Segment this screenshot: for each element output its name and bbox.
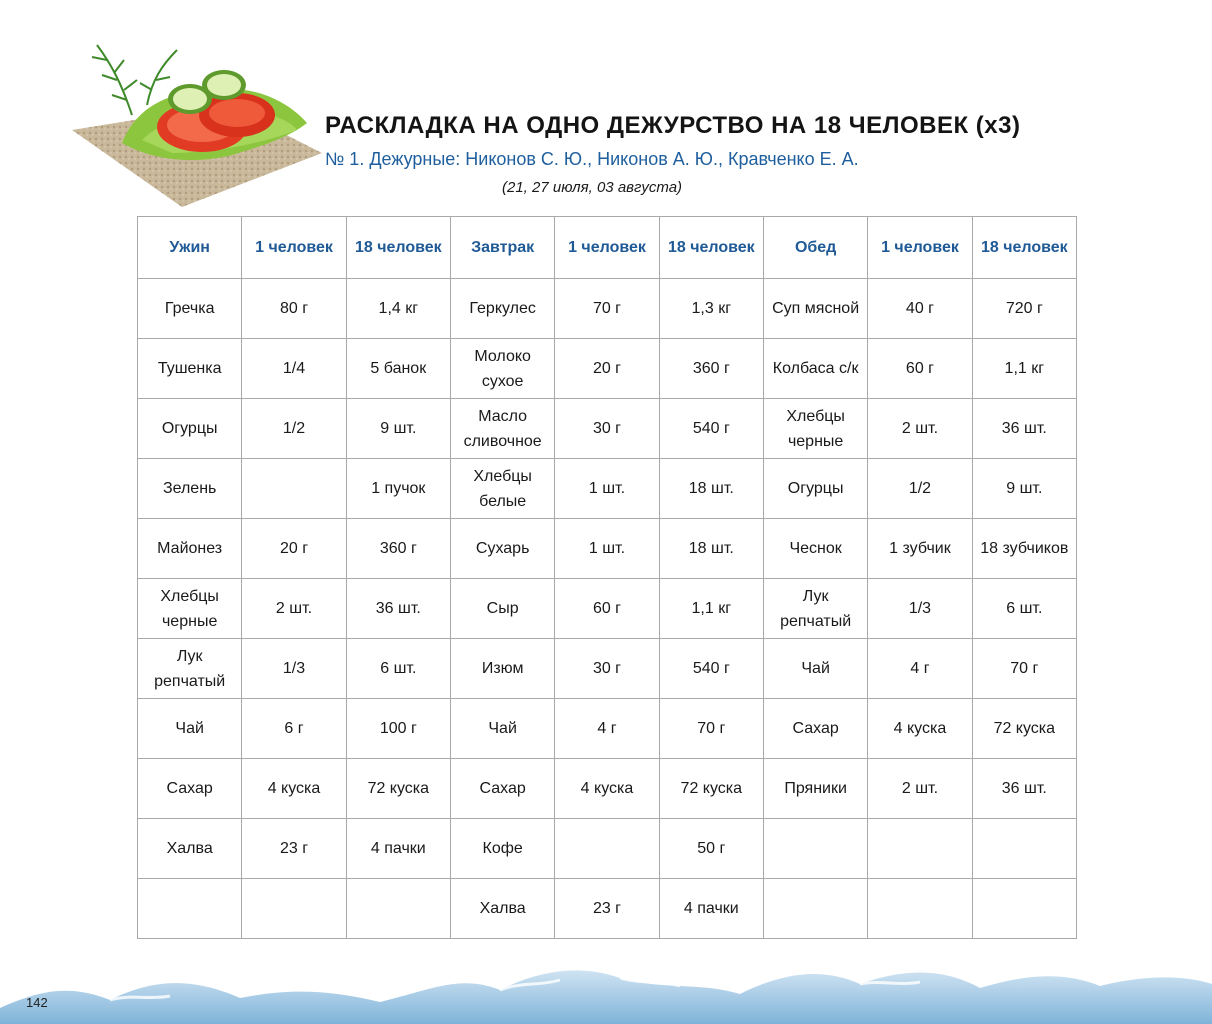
table-cell — [555, 819, 659, 879]
table-cell: Чай — [763, 639, 867, 699]
table-cell: 2 шт. — [868, 399, 972, 459]
table-row — [138, 339, 1077, 399]
table-cell: 9 шт. — [346, 399, 450, 459]
table-cell: Молоко сухое — [450, 339, 554, 399]
table-row — [138, 699, 1077, 759]
table-cell: 72 куска — [659, 759, 763, 819]
table-cell: 70 г — [555, 279, 659, 339]
table-cell: 30 г — [555, 639, 659, 699]
table-cell: 1,1 кг — [659, 579, 763, 639]
table-cell: 1/2 — [868, 459, 972, 519]
table-cell: Масло сливочное — [450, 399, 554, 459]
table-cell — [242, 879, 346, 939]
table-header-row — [138, 217, 1077, 279]
table-row — [138, 399, 1077, 459]
table-cell: 1,4 кг — [346, 279, 450, 339]
table-cell: 1/4 — [242, 339, 346, 399]
table-cell: 1/2 — [242, 399, 346, 459]
table-cell: Геркулес — [450, 279, 554, 339]
header-cell: 1 человек — [242, 217, 346, 279]
table-row — [138, 879, 1077, 939]
table-cell: Хлебцы белые — [450, 459, 554, 519]
table-cell: 72 куска — [346, 759, 450, 819]
table-cell: Пряники — [763, 759, 867, 819]
table-cell: 4 куска — [242, 759, 346, 819]
table-cell: 60 г — [868, 339, 972, 399]
table-cell: 80 г — [242, 279, 346, 339]
table-row — [138, 459, 1077, 519]
table-cell: Изюм — [450, 639, 554, 699]
table-cell: Чай — [138, 699, 242, 759]
table-cell: 30 г — [555, 399, 659, 459]
table-row — [138, 279, 1077, 339]
table-cell: Колбаса с/к — [763, 339, 867, 399]
table-cell: 20 г — [242, 519, 346, 579]
table-cell: 1 зубчик — [868, 519, 972, 579]
header-cell: 18 человек — [659, 217, 763, 279]
table-cell: 360 г — [659, 339, 763, 399]
header-cell: 1 человек — [868, 217, 972, 279]
table-cell: Майонез — [138, 519, 242, 579]
table-cell: 540 г — [659, 399, 763, 459]
table-cell — [138, 879, 242, 939]
table-cell: 2 шт. — [868, 759, 972, 819]
table-cell — [868, 819, 972, 879]
table-cell: Лук репчатый — [138, 639, 242, 699]
table-cell: 1/3 — [242, 639, 346, 699]
table-cell: 9 шт. — [972, 459, 1076, 519]
page-title: РАСКЛАДКА НА ОДНО ДЕЖУРСТВО НА 18 ЧЕЛОВЕК (x3) — [325, 112, 1021, 139]
table-cell: Халва — [450, 879, 554, 939]
table-cell: 60 г — [555, 579, 659, 639]
table-cell: 20 г — [555, 339, 659, 399]
duty-crew-subtitle: № 1. Дежурные: Никонов С. Ю., Никонов А. Ю., Кравченко Е. А. — [325, 149, 859, 169]
table-cell — [763, 879, 867, 939]
table-cell: 36 шт. — [972, 759, 1076, 819]
table-row — [138, 639, 1077, 699]
table-cell: Сухарь — [450, 519, 554, 579]
table-cell: Чеснок — [763, 519, 867, 579]
table-row — [138, 819, 1077, 879]
table-cell: 40 г — [868, 279, 972, 339]
table-cell: 2 шт. — [242, 579, 346, 639]
table-cell — [763, 819, 867, 879]
table-cell: 4 куска — [555, 759, 659, 819]
table-cell: Сахар — [450, 759, 554, 819]
table-cell: 4 г — [555, 699, 659, 759]
table-cell: 18 шт. — [659, 519, 763, 579]
header-cell: Ужин — [138, 217, 242, 279]
table-cell: 6 шт. — [346, 639, 450, 699]
header-cell: 18 человек — [972, 217, 1076, 279]
table-cell — [972, 879, 1076, 939]
table-cell: Сахар — [138, 759, 242, 819]
table-row — [138, 519, 1077, 579]
table-cell — [972, 819, 1076, 879]
table-cell: 6 шт. — [972, 579, 1076, 639]
table-cell: 1 шт. — [555, 519, 659, 579]
table-cell: 4 пачки — [346, 819, 450, 879]
table-cell: 540 г — [659, 639, 763, 699]
table-cell: 6 г — [242, 699, 346, 759]
table-cell: 100 г — [346, 699, 450, 759]
table-cell: 1/3 — [868, 579, 972, 639]
table-cell: Огурцы — [763, 459, 867, 519]
table-cell: Тушенка — [138, 339, 242, 399]
table-cell: Хлебцы черные — [763, 399, 867, 459]
table-cell: 70 г — [659, 699, 763, 759]
table-cell: Кофе — [450, 819, 554, 879]
table-cell: 23 г — [555, 879, 659, 939]
table-cell: 1 шт. — [555, 459, 659, 519]
table-cell: 1 пучок — [346, 459, 450, 519]
table-cell: Сахар — [763, 699, 867, 759]
table-cell: Хлебцы черные — [138, 579, 242, 639]
table-cell: 36 шт. — [346, 579, 450, 639]
table-cell: 360 г — [346, 519, 450, 579]
table-cell: Суп мясной — [763, 279, 867, 339]
table-cell: 18 зубчиков — [972, 519, 1076, 579]
crispbread-sandwich-illustration — [52, 35, 322, 210]
header-cell: 1 человек — [555, 217, 659, 279]
table-cell: 4 куска — [868, 699, 972, 759]
header-cell: Обед — [763, 217, 867, 279]
table-cell — [868, 879, 972, 939]
dates-note: (21, 27 июля, 03 августа) — [502, 179, 683, 196]
table-cell: Лук репчатый — [763, 579, 867, 639]
table-cell: 4 г — [868, 639, 972, 699]
header-cell: Завтрак — [450, 217, 554, 279]
page-number: 142 — [26, 995, 48, 1010]
mountains-decoration — [0, 960, 1212, 1024]
table-cell: Чай — [450, 699, 554, 759]
table-cell: 4 пачки — [659, 879, 763, 939]
table-cell: 1,1 кг — [972, 339, 1076, 399]
table-row — [138, 579, 1077, 639]
table-cell: 50 г — [659, 819, 763, 879]
table-cell: 720 г — [972, 279, 1076, 339]
table-row — [138, 759, 1077, 819]
table-cell: Зелень — [138, 459, 242, 519]
table-cell: 5 банок — [346, 339, 450, 399]
table-cell: Огурцы — [138, 399, 242, 459]
header-cell: 18 человек — [346, 217, 450, 279]
table-cell: 23 г — [242, 819, 346, 879]
table-cell: 72 куска — [972, 699, 1076, 759]
table-cell: 70 г — [972, 639, 1076, 699]
table-cell — [346, 879, 450, 939]
table-cell: Гречка — [138, 279, 242, 339]
table-cell — [242, 459, 346, 519]
table-cell: 18 шт. — [659, 459, 763, 519]
table-cell: Сыр — [450, 579, 554, 639]
rations-table — [137, 216, 1077, 939]
table-cell: Халва — [138, 819, 242, 879]
table-cell: 36 шт. — [972, 399, 1076, 459]
table-cell: 1,3 кг — [659, 279, 763, 339]
